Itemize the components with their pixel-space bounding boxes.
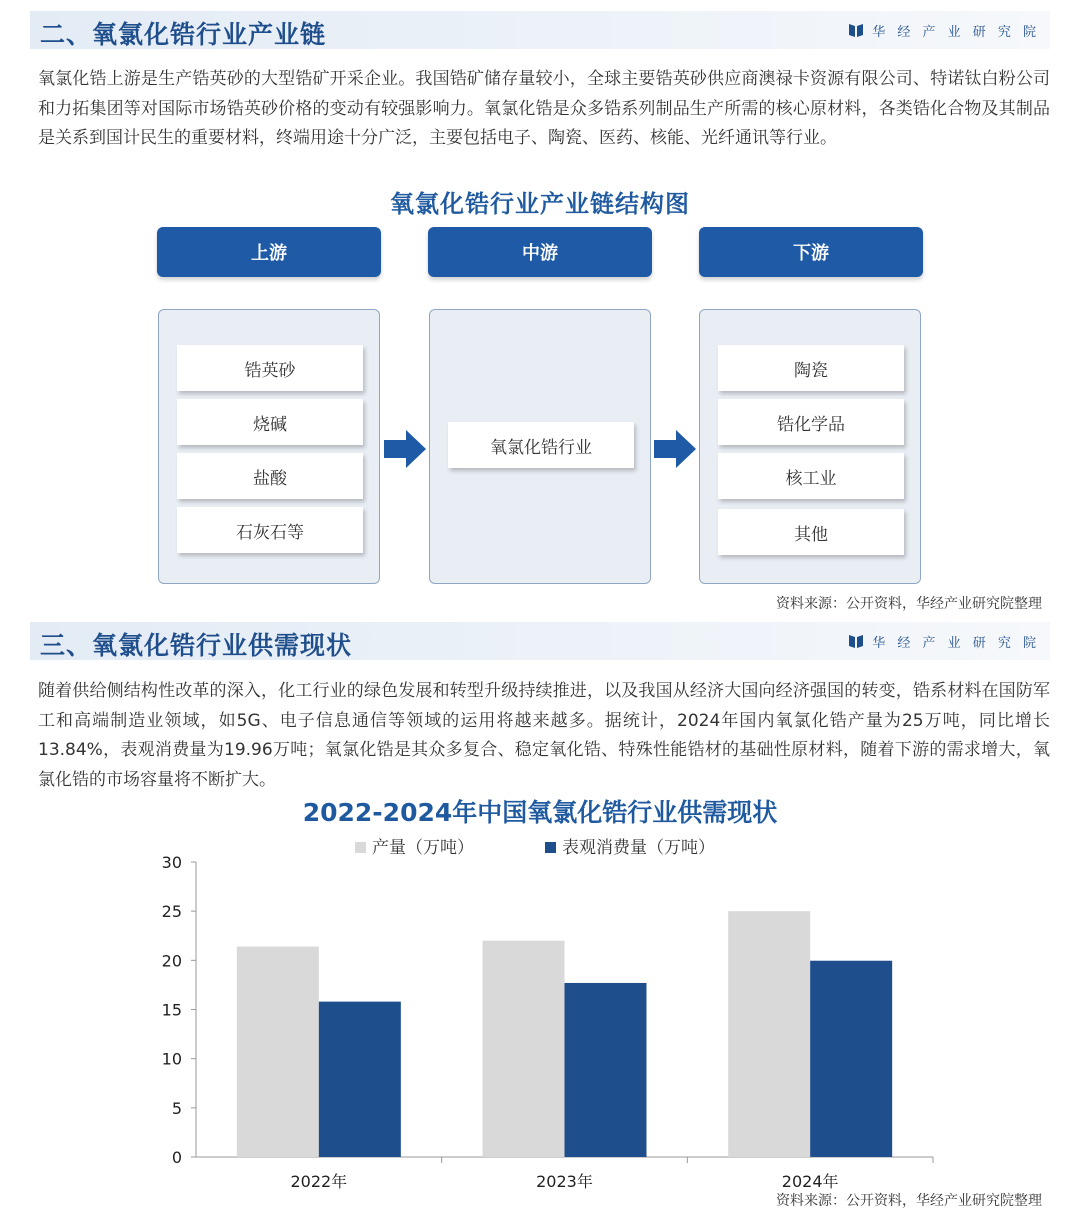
brand-name: 华 经 产 业 研 究 院 — [872, 635, 1040, 651]
midstream-item: 氧氯化锆行业 — [448, 422, 634, 468]
downstream-header: 下游 — [699, 227, 923, 277]
right-arrow-icon — [654, 430, 696, 468]
bar — [728, 911, 810, 1157]
chart-title: 2022-2024年中国氧氯化锆行业供需现状 — [302, 798, 778, 827]
y-tick-label: 10 — [161, 1049, 182, 1069]
upstream-item: 盐酸 — [177, 453, 363, 499]
brand-logo — [848, 632, 1040, 650]
diagram-source: 资料来源：公开资料，华经产业研究院整理 — [776, 596, 1042, 612]
downstream-panel — [699, 309, 921, 584]
section2-title: 二、氧氯化锆行业产业链 — [40, 20, 327, 49]
section3-title: 三、氧氯化锆行业供需现状 — [40, 631, 353, 660]
y-tick-label: 25 — [161, 902, 182, 922]
brand-logo — [848, 21, 1040, 39]
brand-book-icon — [848, 22, 864, 38]
bar — [483, 941, 565, 1157]
section2-header — [30, 11, 1050, 49]
y-tick-label: 0 — [171, 1148, 182, 1167]
brand-book-icon — [848, 633, 864, 649]
downstream-item: 其他 — [718, 509, 904, 555]
upstream-header: 上游 — [157, 227, 381, 277]
midstream-header: 中游 — [428, 227, 652, 277]
legend-swatch — [355, 842, 366, 853]
y-tick-label: 5 — [171, 1098, 182, 1118]
bar — [237, 947, 319, 1157]
y-tick-label: 15 — [161, 1000, 182, 1020]
legend-label: 表观消费量（万吨） — [562, 838, 715, 858]
upstream-item: 烧碱 — [177, 399, 363, 445]
x-tick-label: 2023年 — [536, 1172, 593, 1191]
upstream-panel — [158, 309, 380, 584]
y-tick-label: 20 — [161, 951, 182, 971]
chart-source: 资料来源：公开资料，华经产业研究院整理 — [776, 1193, 1042, 1209]
right-arrow-icon — [384, 430, 426, 468]
bar — [810, 961, 892, 1157]
x-tick-label: 2022年 — [290, 1172, 348, 1191]
y-tick-label: 30 — [161, 853, 182, 872]
downstream-item: 陶瓷 — [718, 345, 904, 391]
upstream-item: 锆英砂 — [177, 345, 363, 391]
diagram-title: 氧氯化锆行业产业链结构图 — [390, 190, 690, 218]
downstream-item: 锆化学品 — [718, 399, 904, 445]
supply-demand-bar-chart — [0, 830, 1080, 1200]
section2-paragraph: 氧氯化锆上游是生产锆英砂的大型锆矿开采企业。我国锆矿储存量较小，全球主要锆英砂供应商澳禄卡资源有限公司、特诺钛白粉公司和力拓集团等对国际市场锆英砂价格的变动有较强影响力。氧氯化锆是众多锆系列制品生产所需的核心原材料，各类锆化合物及其制品是关系到国计民生的重要材料，终端用途十分广泛，主要包括电子、陶瓷、医药、核能、光纤通讯等行业。 — [38, 69, 1050, 148]
x-tick-label: 2024年 — [781, 1172, 839, 1191]
downstream-item: 核工业 — [718, 453, 904, 499]
upstream-item: 石灰石等 — [177, 507, 363, 553]
section3-paragraph: 随着供给侧结构性改革的深入，化工行业的绿色发展和转型升级持续推进，以及我国从经济大国向经济强国的转变，锆系材料在国防军工和高端制造业领域，如5G、电子信息通信等领域的运用将越来越多。据统计，2024年国内氧氯化锆产量为25万吨，同比增长13.84%，表观消费量为19.96万吨；氧氯化锆是其众多复合、稳定氧化锆、特殊性能锆材的基础性原材料，随着下游的需求增大，氧氯化锆的市场容量将不断扩大。 — [38, 681, 1050, 790]
section3-header — [30, 622, 1050, 660]
legend-label: 产量（万吨） — [372, 838, 474, 858]
brand-name: 华 经 产 业 研 究 院 — [872, 24, 1040, 40]
midstream-panel — [429, 309, 651, 584]
bar — [319, 1002, 401, 1157]
bar — [565, 983, 647, 1157]
legend-swatch — [545, 842, 556, 853]
